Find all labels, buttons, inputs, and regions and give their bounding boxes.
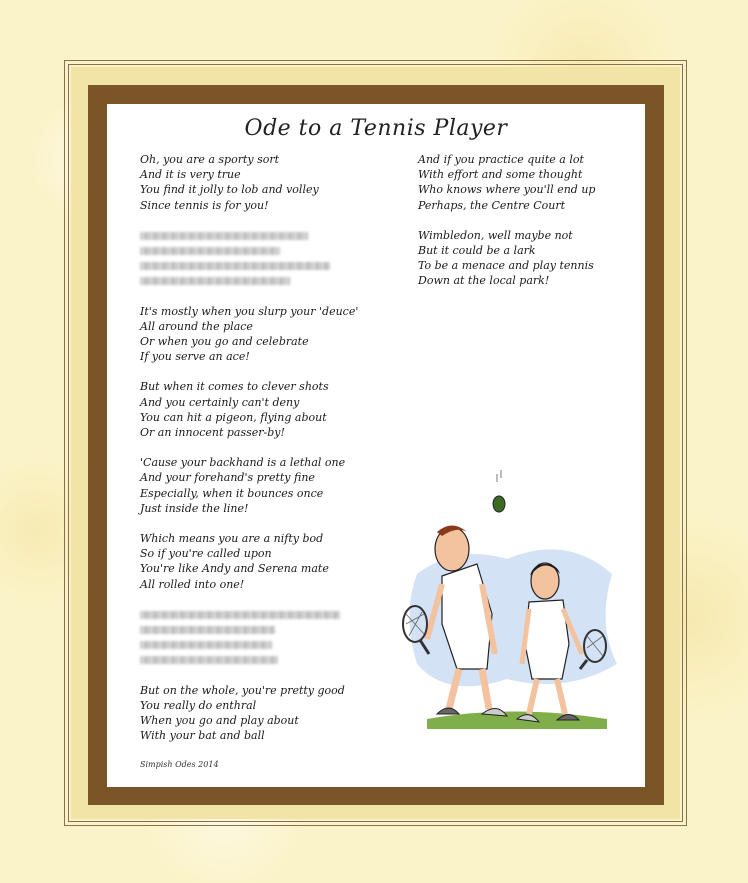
poem-line: If you serve an ace! [140, 350, 250, 364]
blurred-line [140, 622, 400, 637]
poem-line: Or when you go and celebrate [140, 334, 309, 348]
poem-sheet [107, 104, 645, 787]
poem-line: You really do enthral [140, 698, 257, 712]
poem-line: So if you're called upon [140, 547, 272, 561]
tennis-ball-icon [493, 470, 505, 512]
poem-line: Which means you are a nifty bod [140, 532, 324, 545]
poem-line: And it is very true [140, 168, 241, 182]
poem-line: All rolled into one! [140, 577, 245, 591]
poem-line: All around the place [140, 319, 253, 333]
poem-stanza [140, 455, 400, 516]
poem-line: Perhaps, the Centre Court [418, 198, 566, 212]
poem-stanza [418, 228, 628, 289]
blurred-line [140, 637, 400, 652]
poem-line: And you certainly can't deny [140, 395, 300, 409]
poem-line: Since tennis is for you! [140, 198, 269, 212]
poem-line: It's mostly when you slurp your 'deuce' [140, 304, 359, 318]
poem-line: Oh, you are a sporty sort [140, 153, 280, 166]
poem-line: But on the whole, you're pretty good [140, 683, 345, 697]
poem-line: With your bat and ball [140, 729, 265, 743]
blurred-line [140, 652, 400, 667]
poem-line: You're like Andy and Serena mate [140, 562, 329, 576]
poem-stanza [140, 152, 400, 213]
poem-line: And if you practice quite a lot [418, 153, 584, 166]
poem-stanza [140, 531, 400, 592]
blurred-line [140, 273, 400, 288]
blurred-line [140, 607, 400, 622]
poem-line: Who knows where you'll end up [418, 183, 596, 197]
poem-line: Wimbledon, well maybe not [418, 228, 573, 242]
blurred-stanza [140, 607, 400, 668]
blurred-stanza [140, 228, 400, 289]
poem-line: Or an innocent passer-by! [140, 425, 285, 439]
poem-line: You find it jolly to lob and volley [140, 183, 319, 197]
poem-line: With effort and some thought [418, 168, 583, 182]
poem-line: Down at the local park! [418, 274, 550, 288]
poem-line: But when it comes to clever shots [140, 380, 329, 394]
poem-line: To be a menace and play tennis [418, 259, 594, 273]
signature: Simpish Odes 2014 [140, 760, 219, 769]
tennis-players-cartoon-icon [397, 464, 627, 739]
blurred-line [140, 228, 400, 243]
poem-line: When you go and play about [140, 713, 299, 727]
blurred-line [140, 243, 400, 258]
left-column [140, 152, 400, 758]
poem-stanza [140, 379, 400, 440]
poem-line: Just inside the line! [140, 501, 249, 515]
poem-stanza [140, 683, 400, 744]
blurred-line [140, 258, 400, 273]
poem-stanza [418, 152, 628, 213]
poem-line: 'Cause your backhand is a lethal one [140, 456, 346, 470]
right-column [418, 152, 628, 304]
poem-line: Especially, when it bounces once [140, 486, 324, 500]
poem-line: But it could be a lark [418, 244, 536, 258]
poem-line: And your forehand's pretty fine [140, 471, 315, 485]
poem-line: You can hit a pigeon, flying about [140, 410, 327, 424]
poem-stanza [140, 304, 400, 365]
poem-title: Ode to a Tennis Player [244, 116, 508, 141]
